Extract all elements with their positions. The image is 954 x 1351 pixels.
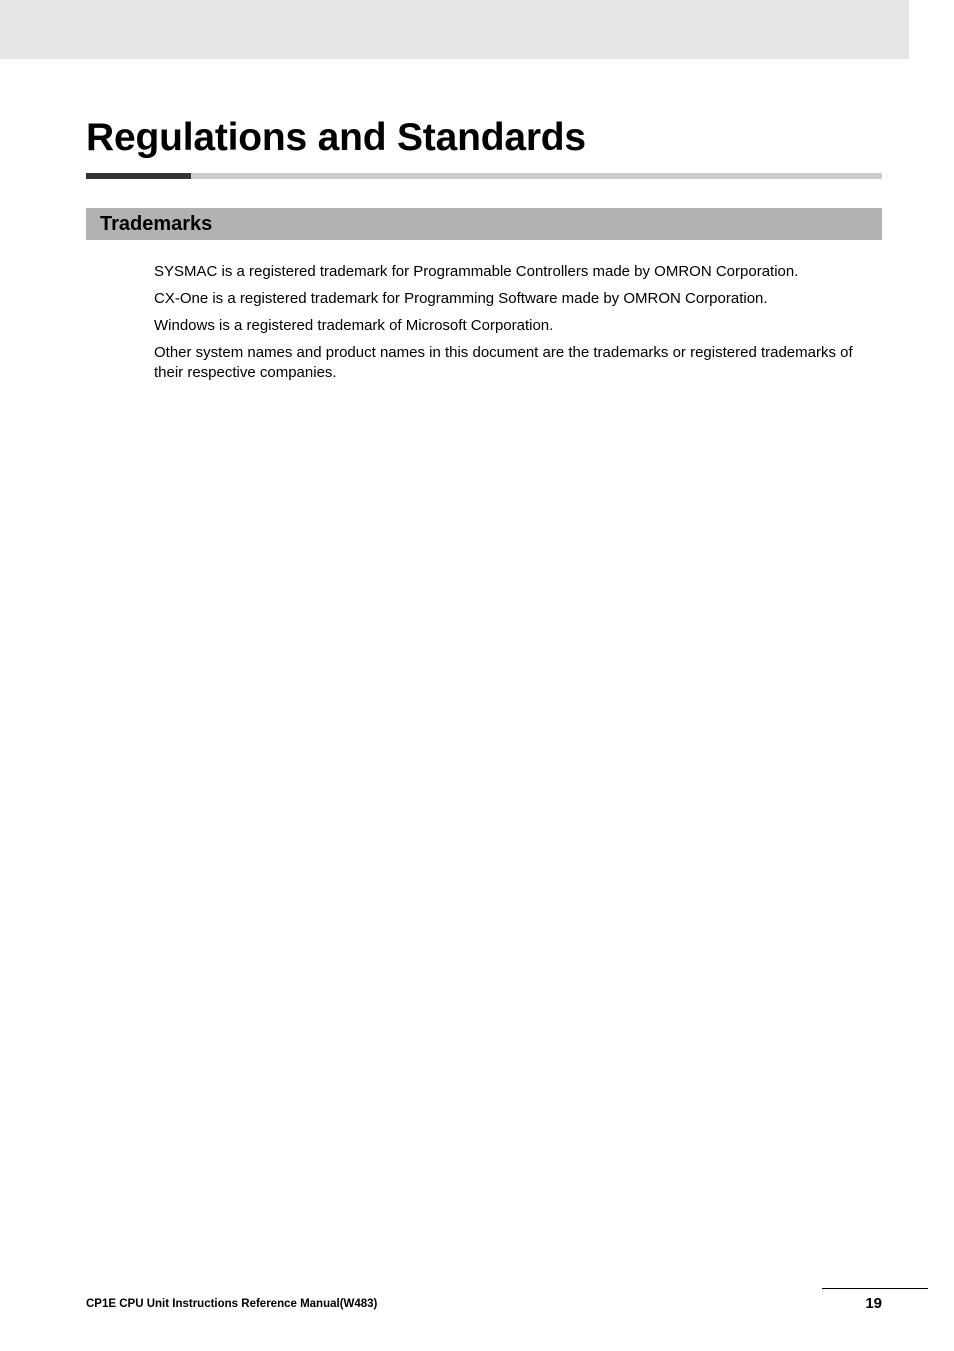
section-header — [86, 208, 882, 240]
page-number: 19 — [865, 1295, 882, 1312]
header-band — [0, 0, 909, 59]
trademark-paragraph: Windows is a registered trademark of Microsoft Corporation. — [154, 317, 554, 334]
footer-manual-title: CP1E CPU Unit Instructions Reference Manual(W483) — [86, 1298, 378, 1310]
section-title: Trademarks — [100, 213, 213, 235]
title-rule-accent — [86, 173, 191, 179]
trademark-paragraph: Other system names and product names in this document are the trademarks or registered trademarks of their respective companies. — [154, 344, 853, 381]
footer-rule — [822, 1288, 928, 1289]
title-rule — [86, 173, 882, 179]
trademark-paragraph: SYSMAC is a registered trademark for Programmable Controllers made by OMRON Corporation. — [154, 263, 799, 280]
page-title: Regulations and Standards — [86, 116, 586, 159]
trademarks-body — [154, 262, 884, 390]
trademark-paragraph: CX-One is a registered trademark for Programming Software made by OMRON Corporation. — [154, 290, 768, 307]
